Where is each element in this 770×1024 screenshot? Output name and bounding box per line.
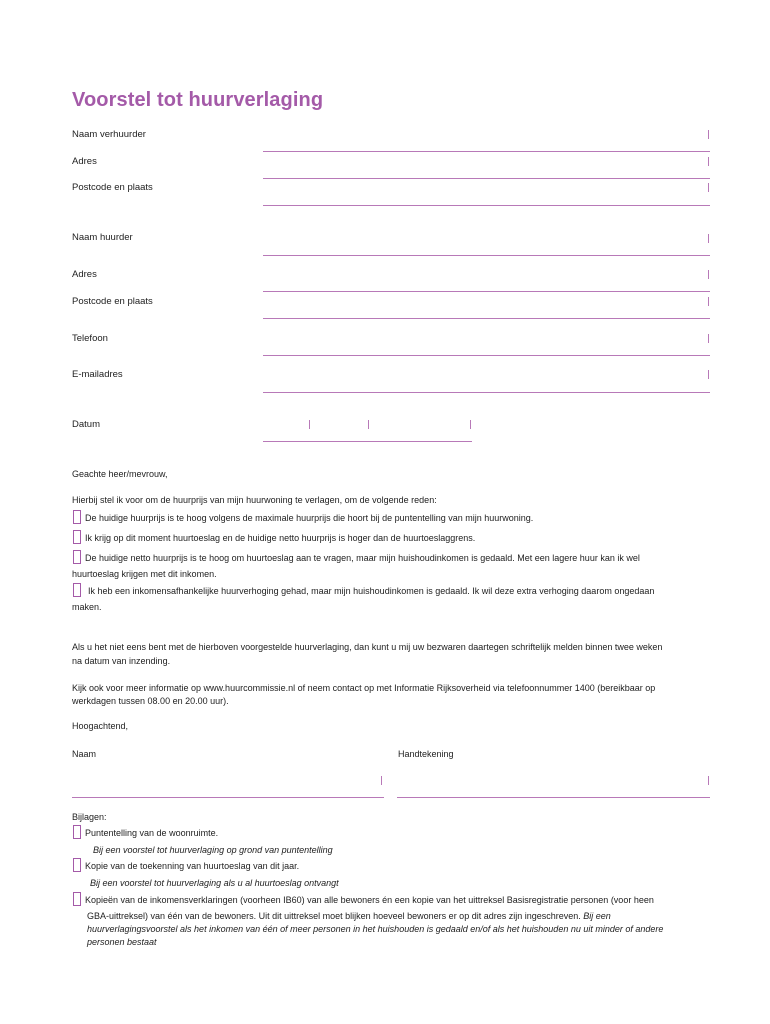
label-adres-huurder: Adres: [72, 269, 97, 280]
field-cursor: [708, 157, 709, 166]
reason3-checkbox[interactable]: [73, 550, 81, 564]
field-cursor: [708, 297, 709, 306]
field-cursor: [708, 234, 709, 243]
field-cursor: [708, 776, 709, 785]
reason4-checkbox[interactable]: [73, 583, 81, 597]
bijlage3-text: Kopieën van de inkomensverklaringen (voorheen IB60) van alle bewoners én een kopie van het uittreksel Basisregistratie personen (voor heen: [85, 895, 654, 905]
info-text: Kijk ook voor meer informatie op www.huurcommissie.nl of neem contact op met Informatie Rijksoverheid via telefoonnummer 1400 (bereikbaar op: [72, 683, 656, 693]
bijlage2-note: Bij een voorstel tot huurverlaging als u al huurtoeslag ontvangt: [90, 878, 339, 888]
bijlage2-checkbox[interactable]: [73, 858, 81, 872]
naam-huurder-field[interactable]: [263, 255, 710, 256]
label-naam-huurder: Naam huurder: [72, 232, 133, 243]
date-separator: [309, 420, 310, 429]
bijlage1-checkbox[interactable]: [73, 825, 81, 839]
objection-text-cont: na datum van inzending.: [72, 656, 171, 666]
field-cursor: [708, 334, 709, 343]
postcode-verhuurder-field[interactable]: [263, 205, 710, 206]
bijlage1-text: Puntentelling van de woonruimte.: [85, 828, 219, 838]
bijlage2-text: Kopie van de toekenning van huurtoeslag van dit jaar.: [85, 861, 300, 871]
reason3-text: De huidige netto huurprijs is te hoog om huurtoeslag aan te vragen, maar mijn huishoudinkomen is gedaald. Met een lagere huur kan ik wel: [85, 553, 640, 563]
bijlage3-note-start: Bij een: [583, 911, 611, 921]
intro-text: Hierbij stel ik voor om de huurprijs van mijn huurwoning te verlagen, om de volgende reden:: [72, 495, 437, 505]
field-cursor: [381, 776, 382, 785]
greeting: Geachte heer/mevrouw,: [72, 469, 168, 479]
reason1-text: De huidige huurprijs is te hoog volgens de maximale huurprijs die hoort bij de puntentelling van mijn huurwoning.: [85, 513, 534, 523]
bijlage3-text-cont-main: GBA-uittreksel) van één van de bewoners. Uit dit uittreksel moet blijken hoeveel bewoners er op dit adres zijn ingeschreven.: [87, 911, 581, 921]
reason3-text-cont: huurtoeslag krijgen met dit inkomen.: [72, 569, 217, 579]
adres-huurder-field[interactable]: [263, 291, 710, 292]
field-cursor: [708, 270, 709, 279]
label-telefoon: Telefoon: [72, 333, 108, 344]
reason2-checkbox[interactable]: [73, 530, 81, 544]
reason2-text: Ik krijg op dit moment huurtoeslag en de huidige netto huurprijs is hoger dan de huurtoeslaggrens.: [85, 533, 476, 543]
objection-text: Als u het niet eens bent met de hierboven voorgestelde huurverlaging, dan kunt u mij uw bezwaren daartegen schriftelijk melden binnen twee weken: [72, 642, 663, 652]
bijlage3-note: huurverlagingsvoorstel als het inkomen van één of meer personen in het huishouden is gedaald en/of als het huishouden nu uit minder of andere: [87, 924, 664, 934]
label-datum: Datum: [72, 419, 100, 430]
reason1-checkbox[interactable]: [73, 510, 81, 524]
telefoon-field[interactable]: [263, 355, 710, 356]
label-handtekening: Handtekening: [398, 749, 454, 759]
reason4-text-cont: maken.: [72, 602, 102, 612]
field-cursor: [708, 370, 709, 379]
handtekening-field[interactable]: [397, 797, 710, 798]
label-email: E-mailadres: [72, 369, 123, 380]
bijlage1-note: Bij een voorstel tot huurverlaging op grond van puntentelling: [93, 845, 333, 855]
closing: Hoogachtend,: [72, 721, 129, 731]
info-text-cont: werkdagen tussen 08.00 en 20.00 uur).: [72, 696, 229, 706]
bijlage3-note-cont: personen bestaat: [87, 937, 157, 947]
adres-verhuurder-field[interactable]: [263, 178, 710, 179]
label-naam-verhuurder: Naam verhuurder: [72, 129, 146, 140]
naam-field[interactable]: [72, 797, 384, 798]
email-field[interactable]: [263, 392, 710, 393]
date-separator: [368, 420, 369, 429]
label-postcode-huurder: Postcode en plaats: [72, 296, 153, 307]
reason4-text: Ik heb een inkomensafhankelijke huurverhoging gehad, maar mijn huishoudinkomen is gedaald. Ik wil deze extra verhoging daarom ongedaan: [88, 586, 655, 596]
field-cursor: [708, 130, 709, 139]
bijlagen-heading: Bijlagen:: [72, 812, 107, 822]
naam-verhuurder-field[interactable]: [263, 151, 710, 152]
date-separator: [470, 420, 471, 429]
label-postcode-verhuurder: Postcode en plaats: [72, 182, 153, 193]
bijlage3-checkbox[interactable]: [73, 892, 81, 906]
datum-field[interactable]: [263, 441, 472, 442]
page-title: Voorstel tot huurverlaging: [72, 89, 324, 111]
label-adres-verhuurder: Adres: [72, 156, 97, 167]
field-cursor: [708, 183, 709, 192]
postcode-huurder-field[interactable]: [263, 318, 710, 319]
label-naam: Naam: [72, 749, 97, 759]
